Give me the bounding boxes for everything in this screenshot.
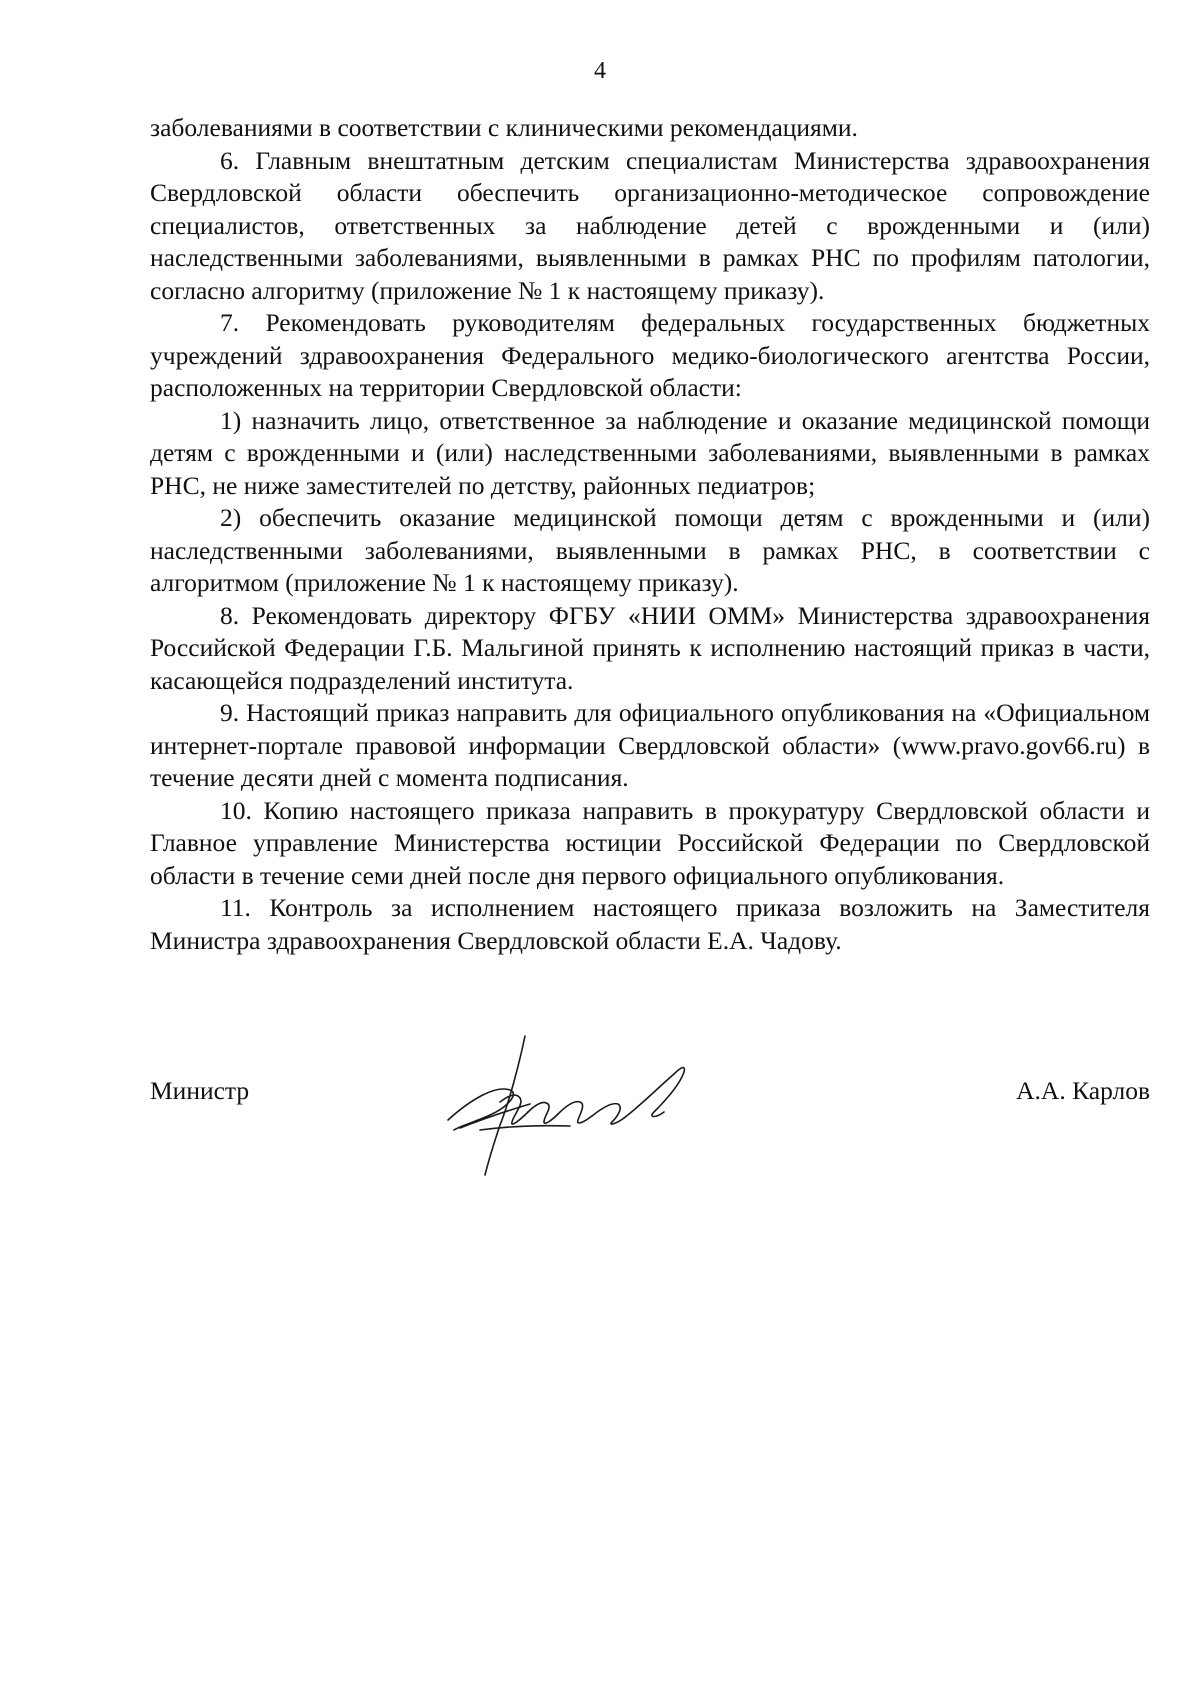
document-body [150, 112, 1150, 957]
paragraph-continuation: заболеваниями в соответствии с клиническими рекомендациями. [150, 113, 858, 142]
paragraph-item-10: 10. Копию настоящего приказа направить в прокуратуру Свердловской области и Главное управление Министерства юстиции Российской Федерации по Свердловской области в течение семи дней после дня первого официального опубликования. [150, 795, 1150, 890]
paragraph-item-9: 9. Настоящий приказ направить для официального опубликования на «Официальном интернет-портале правовой информации Свердловской области» (www.pravo.gov66.ru) в течение десяти дней с момента подписания. [150, 698, 1150, 792]
paragraph-item-11: 11. Контроль за исполнением настоящего приказа возложить на Заместителя Министра здравоохранения Свердловской области Е.А. Чадову. [150, 893, 1150, 955]
signatory-role: Министр [150, 1076, 250, 1105]
handwritten-signature [440, 1030, 740, 1180]
paragraph-item-7: 7. Рекомендовать руководителям федеральных государственных бюджетных учреждений здравоохранения Федерального медико-биологического агентства России, расположенных на территории Свердловской области: [150, 308, 1150, 402]
signatory-name: А.А. Карлов [1016, 1076, 1150, 1105]
paragraph-item-8: 8. Рекомендовать директору ФГБУ «НИИ ОММ» Министерства здравоохранения Российской Федерации Г.Б. Мальгиной принять к исполнению настоящий приказ в части, касающейся подразделений института. [150, 600, 1150, 695]
page-number: 4 [594, 58, 606, 84]
paragraph-subitem-2: 2) обеспечить оказание медицинской помощи детям с врожденными и (или) наследственными заболеваниями, выявленными в рамках РНС, в соответствии с алгоритмом (приложение № 1 к настоящему приказу). [150, 503, 1150, 597]
paragraph-item-6: 6. Главным внештатным детским специалистам Министерства здравоохранения Свердловской области обеспечить организационно-методическое сопровождение специалистов, ответственных за наблюдение детей с врожденными и (или) наследственными заболеваниями, выявленными в рамках РНС по профилям патологии, согласно алгоритму (приложение № 1 к настоящему приказу). [150, 145, 1150, 305]
paragraph-subitem-1: 1) назначить лицо, ответственное за наблюдение и оказание медицинской помощи детям с врожденными и (или) наследственными заболеваниями, выявленными в рамках РНС, не ниже заместителей по детству, районных педиатров; [150, 405, 1150, 500]
